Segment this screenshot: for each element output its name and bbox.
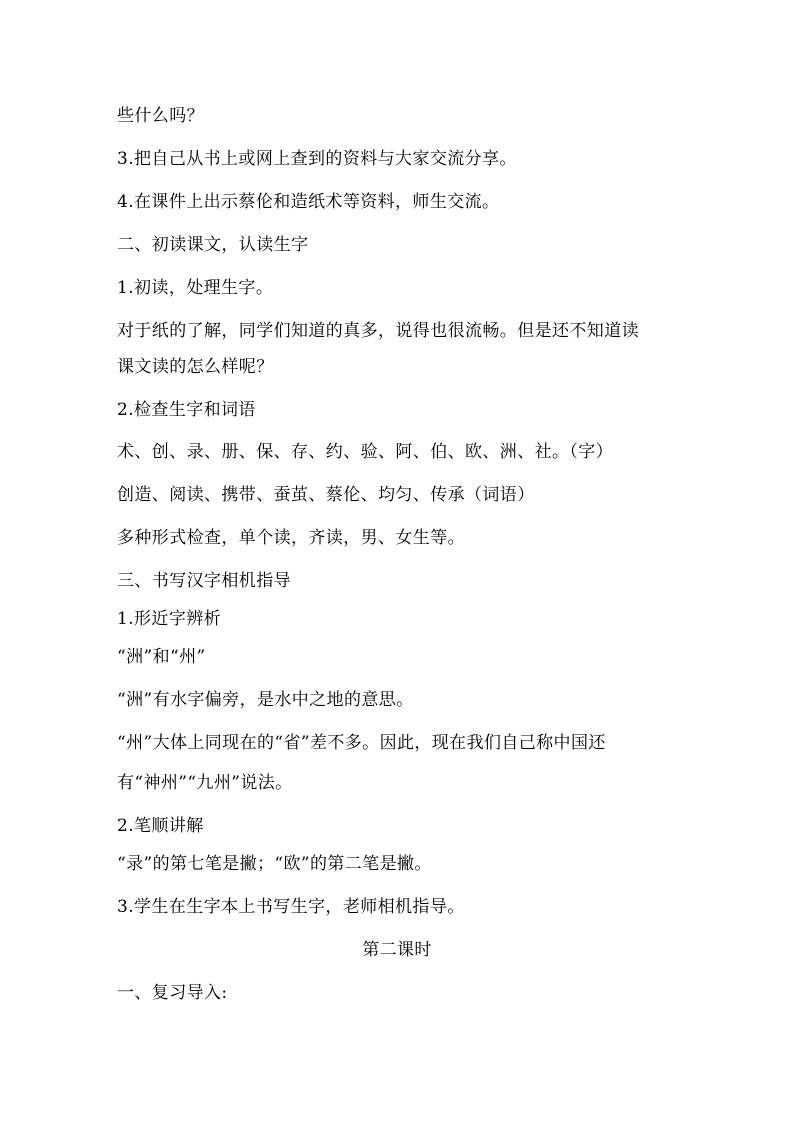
paragraph-line: 有“神州”“九州”说法。 — [117, 773, 293, 793]
list-item: 2.检查生字和词语 — [117, 400, 256, 420]
section-heading: 一、复习导入: — [117, 983, 228, 1003]
list-item: 2.笔顺讲解 — [117, 816, 204, 836]
paragraph-line: 对于纸的了解，同学们知道的真多，说得也很流畅。但是还不知道读 — [117, 321, 639, 341]
paragraph-line: “州”大体上同现在的“省”差不多。因此，现在我们自己称中国还 — [117, 733, 606, 753]
list-item: 1.初读，处理生字。 — [117, 278, 274, 298]
list-item: 4.在课件上出示蔡伦和造纸术等资料，师生交流。 — [117, 192, 500, 212]
paragraph-line: 课文读的怎么样呢？ — [117, 357, 274, 377]
list-item: 3.学生在生字本上书写生字，老师相机指导。 — [117, 897, 465, 917]
paragraph-line: “洲”有水字偏旁，是水中之地的意思。 — [117, 690, 414, 710]
list-item: 3.把自己从书上或网上查到的资料与大家交流分享。 — [117, 149, 517, 169]
paragraph-line: 多种形式检查，单个读，齐读，男、女生等。 — [117, 528, 465, 548]
section-heading: 二、初读课文，认读生字 — [117, 235, 309, 255]
text-line: 些什么吗？ — [117, 106, 204, 126]
word-list: 创造、阅读、携带、蚕茧、蔡伦、均匀、传承（词语） — [117, 485, 535, 505]
paragraph-line: “洲”和“州” — [117, 647, 206, 667]
list-item: 1.形近字辨析 — [117, 609, 222, 629]
paragraph-line: “录”的第七笔是撇；“欧”的第二笔是撇。 — [117, 854, 432, 874]
section-heading: 三、书写汉字相机指导 — [117, 571, 291, 591]
character-list: 术、创、录、册、保、存、约、验、阿、伯、欧、洲、社。（字） — [117, 442, 614, 462]
lesson-title: 第二课时 — [362, 940, 432, 960]
